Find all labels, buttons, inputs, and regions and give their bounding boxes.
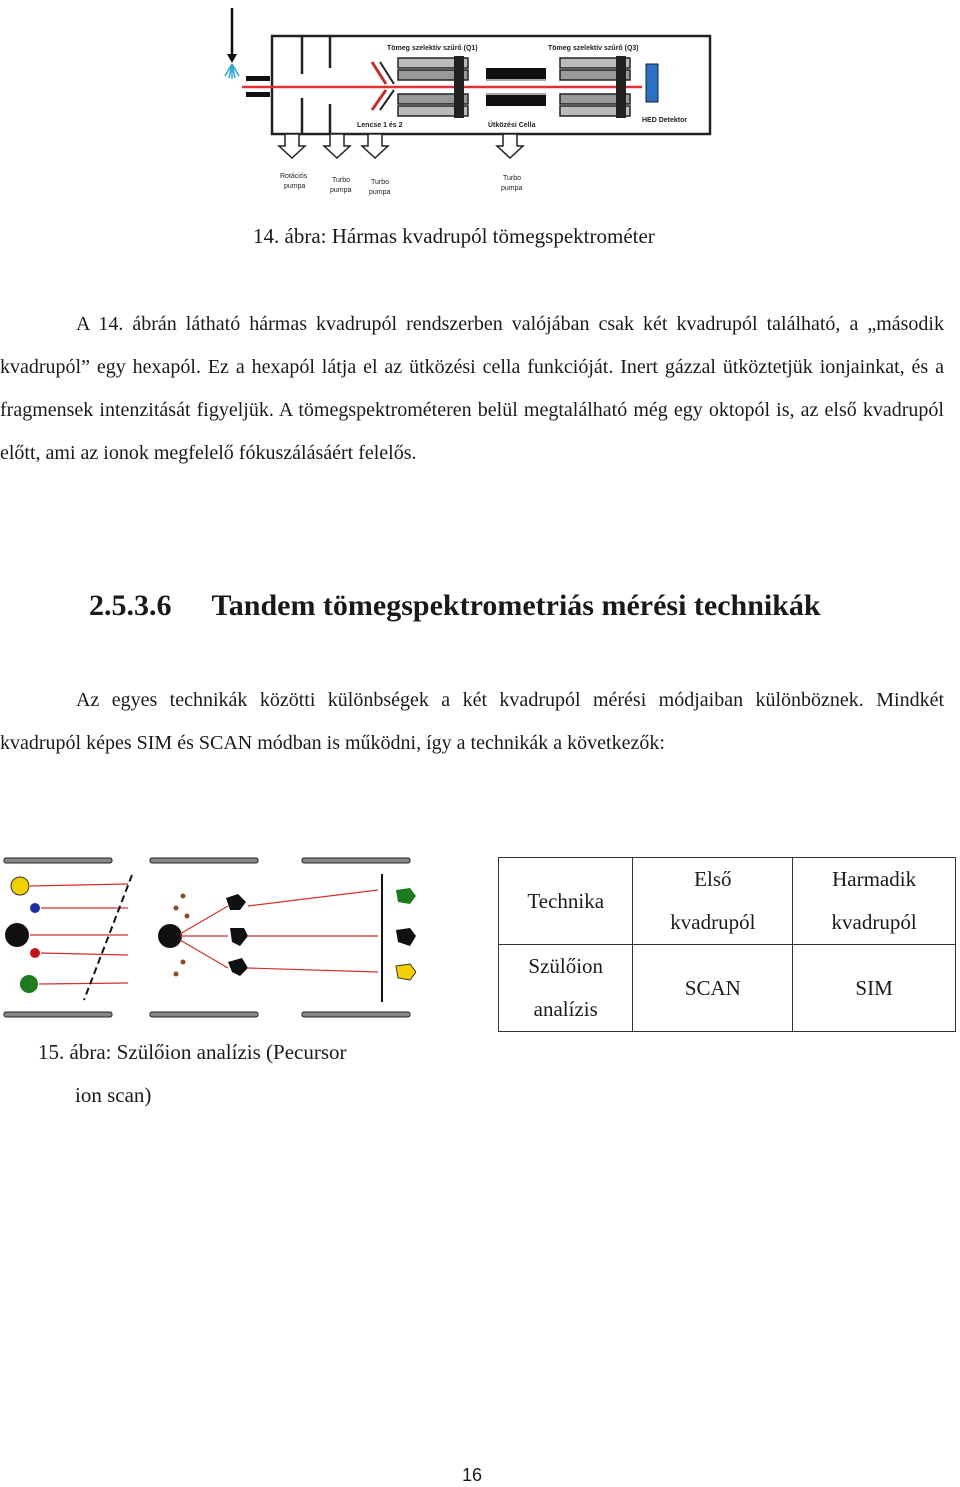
cell-first-mode: SCAN	[633, 945, 793, 1032]
svg-text:pumpa: pumpa	[369, 189, 391, 196]
technique-table	[498, 857, 956, 1032]
quadrupole-rods-top	[4, 858, 410, 863]
green-ion	[20, 975, 38, 993]
pump-arrows	[279, 134, 523, 158]
label-detector: HED Detektor	[642, 117, 688, 124]
fragment-2	[230, 928, 248, 946]
fragment-3	[228, 958, 248, 976]
label-pump1: Rotációs	[280, 173, 308, 180]
fragment-arrows	[180, 890, 378, 972]
yellow-ion	[11, 877, 29, 895]
table-row	[499, 945, 956, 1032]
precursor-scan-diagram	[0, 850, 416, 1025]
detector	[646, 64, 658, 102]
q1-arrows	[30, 884, 128, 984]
header-first-quad: Első kvadrupól	[633, 858, 793, 945]
label-q1: Tömeg szelektív szűrő (Q1)	[387, 45, 478, 52]
svg-text:pumpa: pumpa	[284, 183, 306, 190]
blue-ion	[30, 903, 40, 913]
scan-line	[84, 875, 132, 1000]
svg-text:pumpa: pumpa	[330, 187, 352, 194]
green-product	[396, 888, 416, 904]
paragraph-2: Az egyes technikák közötti különbségek a két kvadrupól mérési módjaiban különböznek. Mindkét kvadrupól képes SIM és SCAN módban is működni, így a technikák a következők:	[0, 689, 944, 754]
label-pump4: Turbo	[503, 175, 522, 182]
paragraph-1: A 14. ábrán látható hármas kvadrupól rendszerben valójában csak két kvadrupól található, a „második kvadrupól” egy hexapól. Ez a hexapól látja el az ütközési cella funkcióját. Inert gázzal ütköztetjük ionjainkat, és a fragmensek intenzitását figyeljük. A tömegspektrométeren belül megtalálható még egy oktopól is, az első kvadrupól előtt, ami az ionok megfelelő fókuszálásáért felelős.	[0, 313, 944, 464]
cell-technique: Szülőion analízis	[499, 945, 633, 1032]
cell-third-mode: SIM	[793, 945, 956, 1032]
yellow-product	[396, 964, 416, 980]
figure-15-caption: 15. ábra: Szülőion analízis (Pecursor ion scan)	[38, 1040, 347, 1107]
svg-text:pumpa: pumpa	[501, 185, 523, 192]
header-technique: Technika	[499, 858, 633, 945]
selected-precursor	[158, 924, 182, 948]
red-ion	[30, 948, 40, 958]
header-third-quad: Harmadik kvadrupól	[793, 858, 956, 945]
label-pump3: Turbo	[371, 179, 390, 186]
page-number: 16	[462, 1465, 483, 1485]
quadrupole-rods-bottom	[4, 1012, 410, 1017]
label-collision-cell: Ütközési Cella	[488, 122, 536, 129]
spray-icon	[225, 64, 239, 79]
triple-quad-diagram	[222, 6, 722, 198]
label-lenses: Lencse 1 és 2	[357, 122, 403, 129]
section-heading	[89, 589, 821, 623]
figure-14-caption: 14. ábra: Hármas kvadrupól tömegspektrométer	[253, 224, 655, 248]
section-number: 2.5.3.6	[89, 589, 172, 622]
fragment-1	[226, 894, 246, 910]
black-product	[396, 928, 416, 946]
black-ion	[5, 923, 29, 947]
label-pump2: Turbo	[332, 177, 351, 184]
section-title: Tandem tömegspektrometriás mérési technikák	[211, 589, 821, 622]
table-header-row	[499, 858, 956, 945]
label-q3: Tömeg szelektív szűrő (Q3)	[548, 45, 639, 52]
